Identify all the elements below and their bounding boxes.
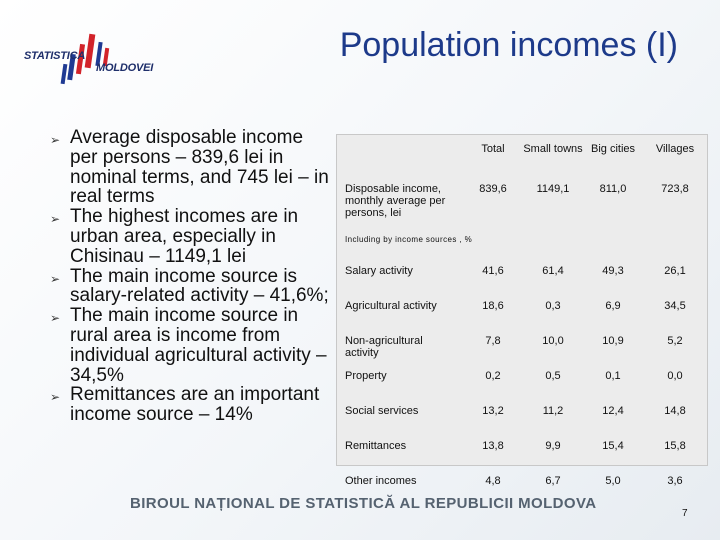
cell-total: 7,8 xyxy=(485,335,501,347)
cell-small-towns: 1149,1 xyxy=(536,183,570,195)
cell-total: 839,6 xyxy=(479,183,507,195)
table-header-row xyxy=(337,135,707,177)
cell-total: 18,6 xyxy=(482,300,504,312)
table-row xyxy=(337,434,707,469)
row-label: Non-agricultural activity xyxy=(345,335,423,359)
arrow-bullet-icon: ➢ xyxy=(50,271,61,286)
bullet-item xyxy=(48,128,330,207)
bullet-item xyxy=(48,306,330,385)
table-row xyxy=(337,259,707,294)
cell-small-towns: 9,9 xyxy=(545,440,561,452)
bullet-list xyxy=(48,128,330,425)
cell-small-towns: 6,7 xyxy=(545,475,561,487)
cell-big-cities: 12,4 xyxy=(602,405,624,417)
table-row-note xyxy=(337,233,707,259)
table-row xyxy=(337,294,707,329)
cell-villages: 26,1 xyxy=(664,265,686,277)
header-villages: Villages xyxy=(655,143,695,155)
cell-villages: 723,8 xyxy=(661,183,689,195)
bullet-item xyxy=(48,267,330,307)
cell-big-cities: 15,4 xyxy=(602,440,624,452)
cell-big-cities: 5,0 xyxy=(605,475,621,487)
income-table xyxy=(337,135,707,504)
bullet-text: Remittances are an important income source – 14% xyxy=(70,384,320,426)
arrow-bullet-icon: ➢ xyxy=(50,212,61,227)
cell-big-cities: 49,3 xyxy=(602,265,624,277)
slide-title: Population incomes (I) xyxy=(339,26,678,64)
header-empty xyxy=(337,135,463,177)
bullet-item xyxy=(48,385,330,425)
row-label: Social services xyxy=(345,405,419,417)
cell-villages: 14,8 xyxy=(664,405,686,417)
cell-small-towns: 61,4 xyxy=(542,265,564,277)
row-label: Agricultural activity xyxy=(345,300,437,312)
cell-big-cities: 10,9 xyxy=(602,335,624,347)
logo-text-statistica: STATISTICA xyxy=(24,50,86,62)
table-row xyxy=(337,329,707,364)
cell-big-cities: 6,9 xyxy=(605,300,621,312)
header-small-towns: Small towns xyxy=(523,143,583,155)
cell-small-towns: 10,0 xyxy=(542,335,564,347)
row-label: Salary activity xyxy=(345,265,413,277)
table-row xyxy=(337,364,707,399)
cell-villages: 5,2 xyxy=(667,335,683,347)
arrow-bullet-icon: ➢ xyxy=(50,390,61,405)
cell-small-towns: 11,2 xyxy=(542,405,564,417)
row-label: Other incomes xyxy=(345,475,417,487)
footer-organization: BIROUL NAȚIONAL DE STATISTICĂ AL REPUBLICII MOLDOVA xyxy=(130,495,597,512)
cell-villages: 0,0 xyxy=(667,370,683,382)
bullet-text: Average disposable income per persons – 839,6 lei in nominal terms, and 745 lei – in real terms xyxy=(70,127,329,208)
header-big-cities: Big cities xyxy=(590,143,636,155)
cell-small-towns: 0,3 xyxy=(545,300,561,312)
cell-big-cities: 0,1 xyxy=(605,370,621,382)
cell-big-cities: 811,0 xyxy=(599,183,627,195)
cell-total: 0,2 xyxy=(485,370,501,382)
cell-small-towns: 0,5 xyxy=(545,370,561,382)
table-note: Including by income sources , % xyxy=(345,235,473,244)
arrow-bullet-icon: ➢ xyxy=(50,311,61,326)
bullet-text: The main income source in rural area is income from individual agricultural activity – 34,5% xyxy=(70,305,327,386)
bullet-item xyxy=(48,207,330,266)
table-row xyxy=(337,399,707,434)
cell-villages: 15,8 xyxy=(664,440,686,452)
table-row-disposable-income xyxy=(337,177,707,233)
statistica-moldovei-logo xyxy=(18,28,168,98)
page-number: 7 xyxy=(682,508,688,519)
logo-text-moldovei: MOLDOVEI xyxy=(96,62,154,74)
cell-total: 13,2 xyxy=(482,405,504,417)
cell-total: 4,8 xyxy=(485,475,501,487)
income-table-container xyxy=(336,134,708,487)
header-total: Total xyxy=(481,143,505,155)
bullet-text: The highest incomes are in urban area, especially in Chisinau – 1149,1 lei xyxy=(70,206,299,267)
row-label: Property xyxy=(345,370,387,382)
cell-total: 13,8 xyxy=(482,440,504,452)
arrow-bullet-icon: ➢ xyxy=(50,133,61,147)
row-label: Disposable income, monthly average per persons, lei xyxy=(345,183,446,219)
cell-villages: 34,5 xyxy=(664,300,686,312)
row-label: Remittances xyxy=(345,440,407,452)
cell-villages: 3,6 xyxy=(667,475,683,487)
cell-total: 41,6 xyxy=(482,265,504,277)
bullet-text: The main income source is salary-related activity – 41,6%; xyxy=(70,265,329,307)
